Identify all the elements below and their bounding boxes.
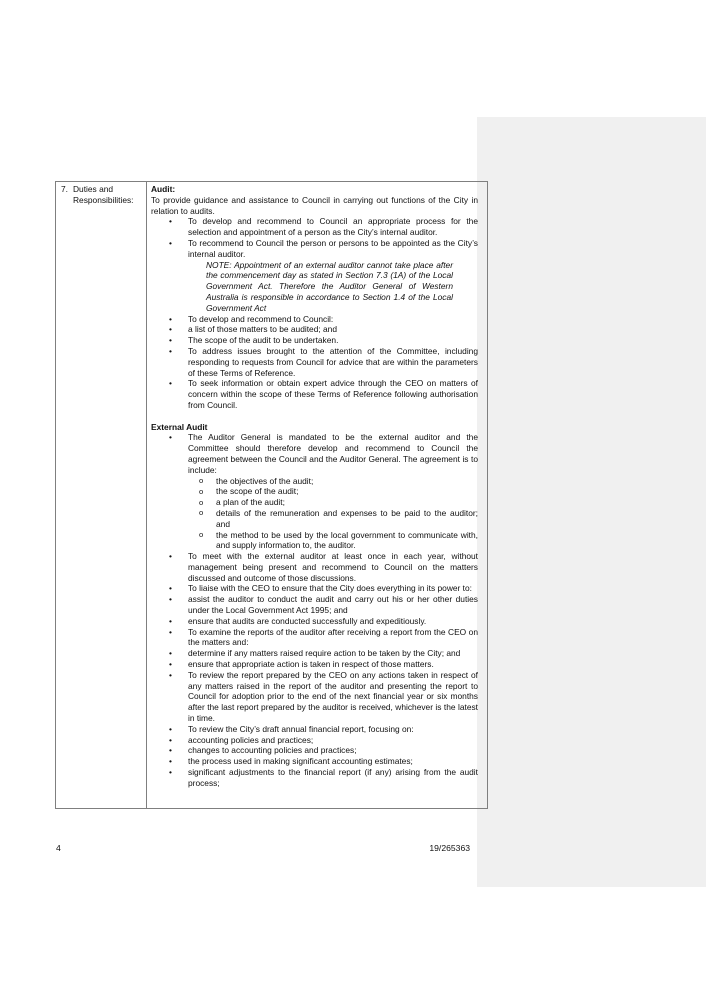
sub-bullet-item: o a plan of the audit; (151, 497, 478, 508)
bullet-item: • To develop and recommend to Council an appropriate process for the selection and appointment of a person as the City’s internal auditor. (151, 216, 478, 238)
footer-page-number: 4 (56, 843, 61, 853)
bullet-item: • the process used in making significant accounting estimates; (151, 756, 478, 767)
note-text: NOTE: Appointment of an external auditor cannot take place after the commencement day as stated in Section 7.3 (1A) of the Local Government Act. Therefore the Auditor General of Western Australia is responsible in accordance to Section 1.4 of the Local Government Act (206, 259, 453, 313)
bullet-item: • To develop and recommend to Council: (151, 314, 478, 325)
footer-document-number: 19/265363 (429, 843, 470, 853)
bullet-item: • assist the auditor to conduct the audit and carry out his or her other duties under the Local Government Act 1995; and (151, 594, 478, 616)
duties-table (55, 181, 488, 809)
sub-bullet-item: o details of the remuneration and expenses to be paid to the auditor; and (151, 508, 478, 530)
duties-row-header-cell (56, 182, 147, 808)
bullet-item: • To seek information or obtain expert advice through the CEO on matters of concern within the scope of these Terms of Reference following authorisation from Council. (151, 378, 478, 410)
bullet-item: • a list of those matters to be audited; and (151, 324, 478, 335)
bullet-item: • To review the report prepared by the CEO on any actions taken in respect of any matters raised in the report of the auditor and presenting the report to Council for adoption prior to the end of the next financial year or six months after the last report prepared by the auditor is received, whichever is the latest in time. (151, 670, 478, 724)
sub-bullet-item: o the scope of the audit; (151, 486, 478, 497)
section-heading: Audit: (151, 184, 176, 194)
row-number: 7. (61, 184, 68, 194)
sub-bullet-item: o the objectives of the audit; (151, 476, 478, 487)
bullet-item: • To address issues brought to the attention of the Committee, including responding to requests from Council for advice that are within the parameters of these Terms of Reference. (151, 346, 478, 378)
bullet-item: • To review the City’s draft annual financial report, focusing on: (151, 724, 478, 735)
bullet-item: • To examine the reports of the auditor after receiving a report from the CEO on the matters and: (151, 627, 478, 649)
bullet-item: • accounting policies and practices; (151, 735, 478, 746)
bullet-item: • The scope of the audit to be undertaken. (151, 335, 478, 346)
section-heading: External Audit (151, 421, 208, 432)
bullet-item: • changes to accounting policies and practices; (151, 745, 478, 756)
bullet-item: • To recommend to Council the person or persons to be appointed as the City’s internal auditor. (151, 238, 478, 260)
margin-shade-rect (477, 117, 706, 887)
paragraph: To provide guidance and assistance to Council in carrying out functions of the City in relation to audits. (151, 194, 478, 216)
bullet-item: • To liaise with the CEO to ensure that the City does everything in its power to: (151, 583, 478, 594)
sub-bullet-item: o the method to be used by the local government to communicate with, and supply information to, the auditor. (151, 530, 478, 552)
bullet-item: • ensure that audits are conducted successfully and expeditiously. (151, 616, 478, 627)
bullet-item: • To meet with the external auditor at least once in each year, without management being present and recommend to Council on the matters discussed and outcome of those discussions. (151, 551, 478, 583)
bullet-item: • significant adjustments to the financial report (if any) arising from the audit process; (151, 767, 478, 789)
row-label: Duties and Responsibilities: (73, 184, 134, 205)
bullet-item: • determine if any matters raised require action to be taken by the City; and (151, 648, 478, 659)
duties-cell-content (147, 182, 487, 808)
spacer (151, 411, 478, 422)
bullet-item: • The Auditor General is mandated to be the external auditor and the Committee should therefore develop and recommend to Council the agreement between the Council and the Auditor General. The agreement is to include: (151, 432, 478, 475)
bullet-item: • ensure that appropriate action is taken in respect of those matters. (151, 659, 478, 670)
